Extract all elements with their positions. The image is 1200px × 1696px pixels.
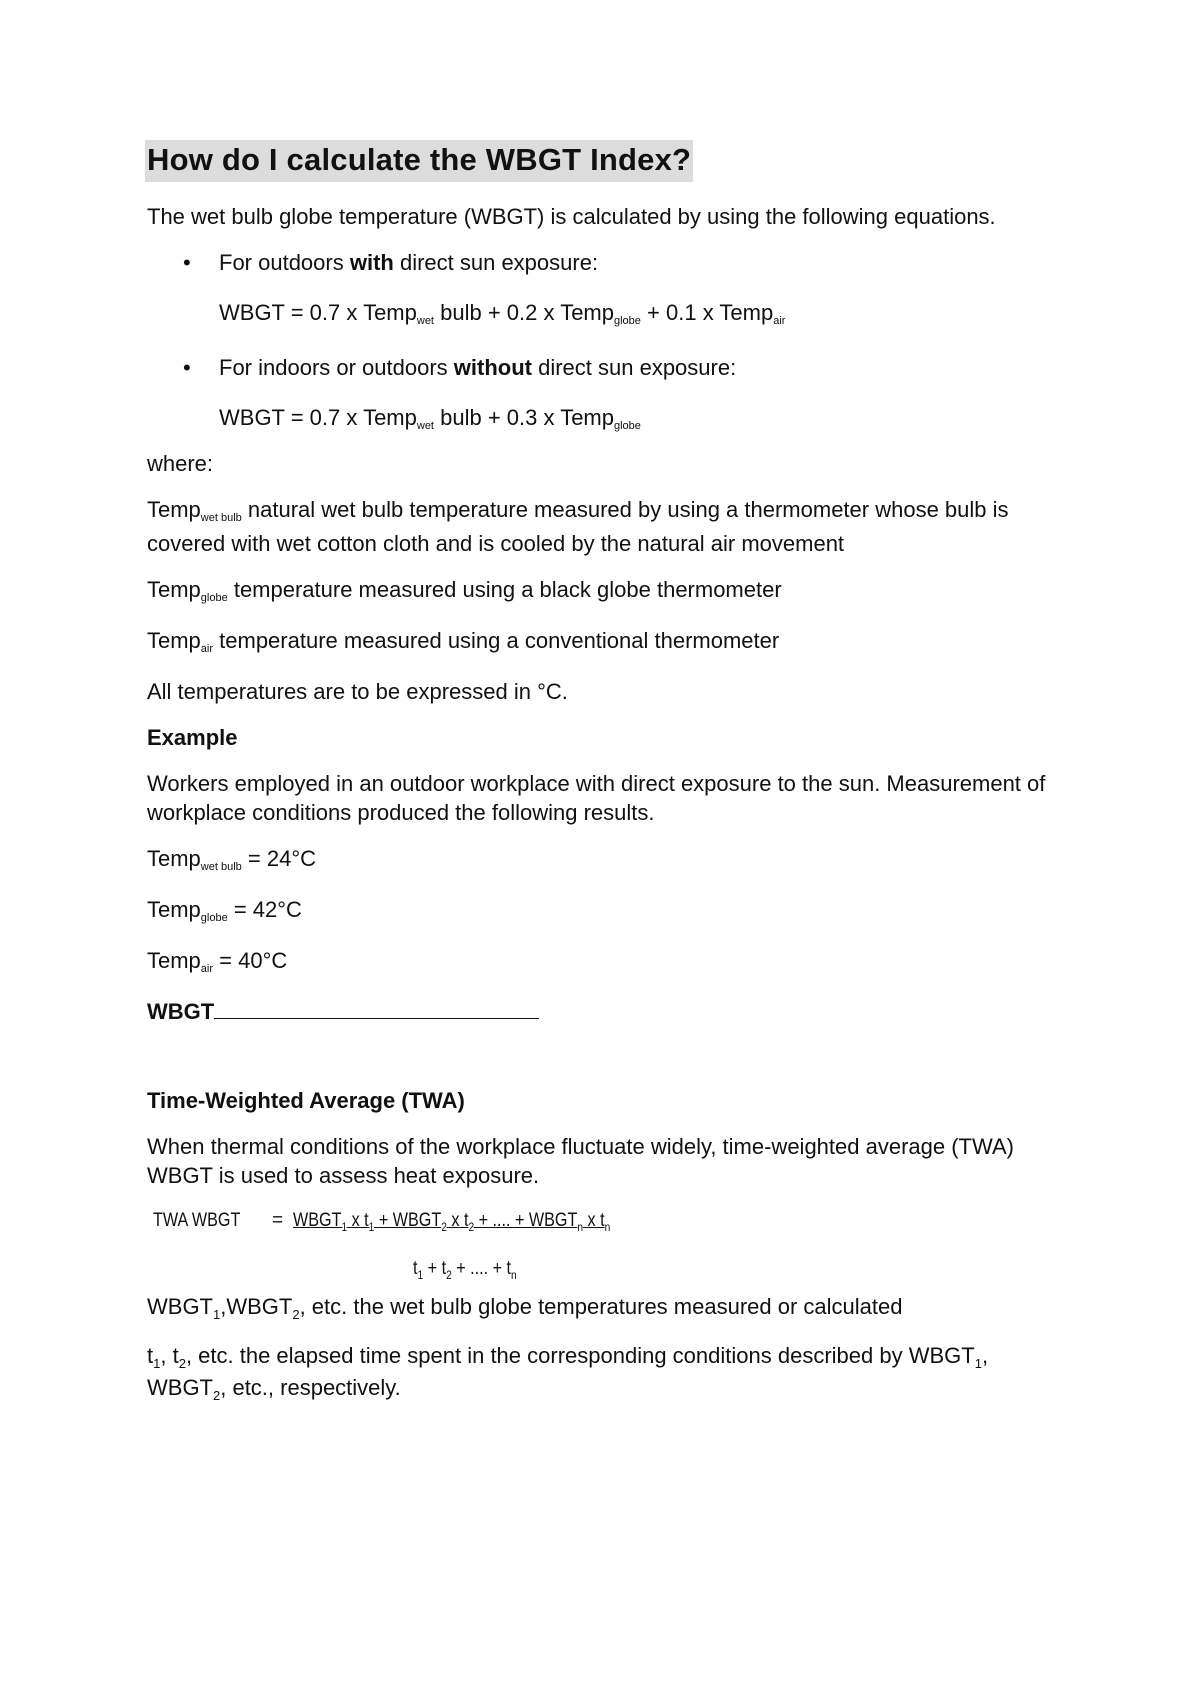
definition-wet-bulb: Tempwet bulb natural wet bulb temperature measured by using a thermometer whose bulb is covered with wet cotton cloth and is cooled by the natural air movement [147, 497, 1009, 556]
twa-formula-label: TWA WBGT [153, 1210, 241, 1231]
bullet-indoors: • For indoors or outdoors without direct sun exposure: [183, 355, 737, 380]
document-page [147, 140, 1067, 1422]
twa-paragraph: When thermal conditions of the workplace fluctuate widely, time-weighted average (TWA) WBGT is used to assess heat exposure. [147, 1134, 1014, 1188]
twa-formula [147, 1198, 1067, 1292]
wbgt-answer-line: WBGT [147, 997, 1067, 1026]
example-globe: Tempglobe = 42°C [147, 897, 302, 924]
where-label: where: [147, 451, 214, 476]
definition-globe: Tempglobe temperature measured using a black globe thermometer [147, 577, 782, 604]
twa-formula-equals: = [272, 1210, 284, 1231]
example-paragraph: Workers employed in an outdoor workplace with direct exposure to the sun. Measurement of workplace conditions produced the following results. [147, 771, 1046, 825]
intro-paragraph: The wet bulb globe temperature (WBGT) is calculated by using the following equations. [147, 204, 996, 229]
example-air: Tempair = 40°C [147, 948, 288, 975]
twa-formula-denominator: $t_1 + t_2$ + .... + $t_n$ [413, 1258, 517, 1282]
definition-air: Tempair temperature measured using a conventional thermometer [147, 628, 780, 655]
units-note: All temperatures are to be expressed in °C. [147, 679, 568, 704]
answer-blank [214, 998, 539, 1019]
formula-outdoors: WBGT = 0.7 x Tempwet bulb + 0.2 x Tempglobe + 0.1 x Tempair [219, 300, 786, 327]
bullet-icon: • [183, 250, 191, 275]
bullet-icon: • [183, 355, 191, 380]
bullet-outdoors: • For outdoors with direct sun exposure: [183, 250, 599, 275]
example-wet-bulb: Tempwet bulb = 24°C [147, 846, 317, 873]
page-title: How do I calculate the WBGT Index? [145, 140, 693, 182]
definition-elapsed-time: $t_1$, $t_2$, etc. the elapsed time spent in the corresponding conditions described by $WBGT_1$, $WBGT_2$, etc., respectively. [147, 1343, 989, 1403]
example-heading: Example [147, 725, 238, 750]
formula-indoors: WBGT = 0.7 x Tempwet bulb + 0.3 x Tempglobe [219, 405, 641, 432]
definition-wbgt-values: $WBGT_1,WBGT_2$, etc. the wet bulb globe temperatures measured or calculated [147, 1294, 903, 1322]
twa-heading: Time-Weighted Average (TWA) [147, 1088, 465, 1113]
twa-formula-numerator: $WBGT_1$ x $t_1$ + $WBGT_2$ x $t_2$ + .... + $WBGT_n$ x $t_n$ [293, 1210, 611, 1234]
